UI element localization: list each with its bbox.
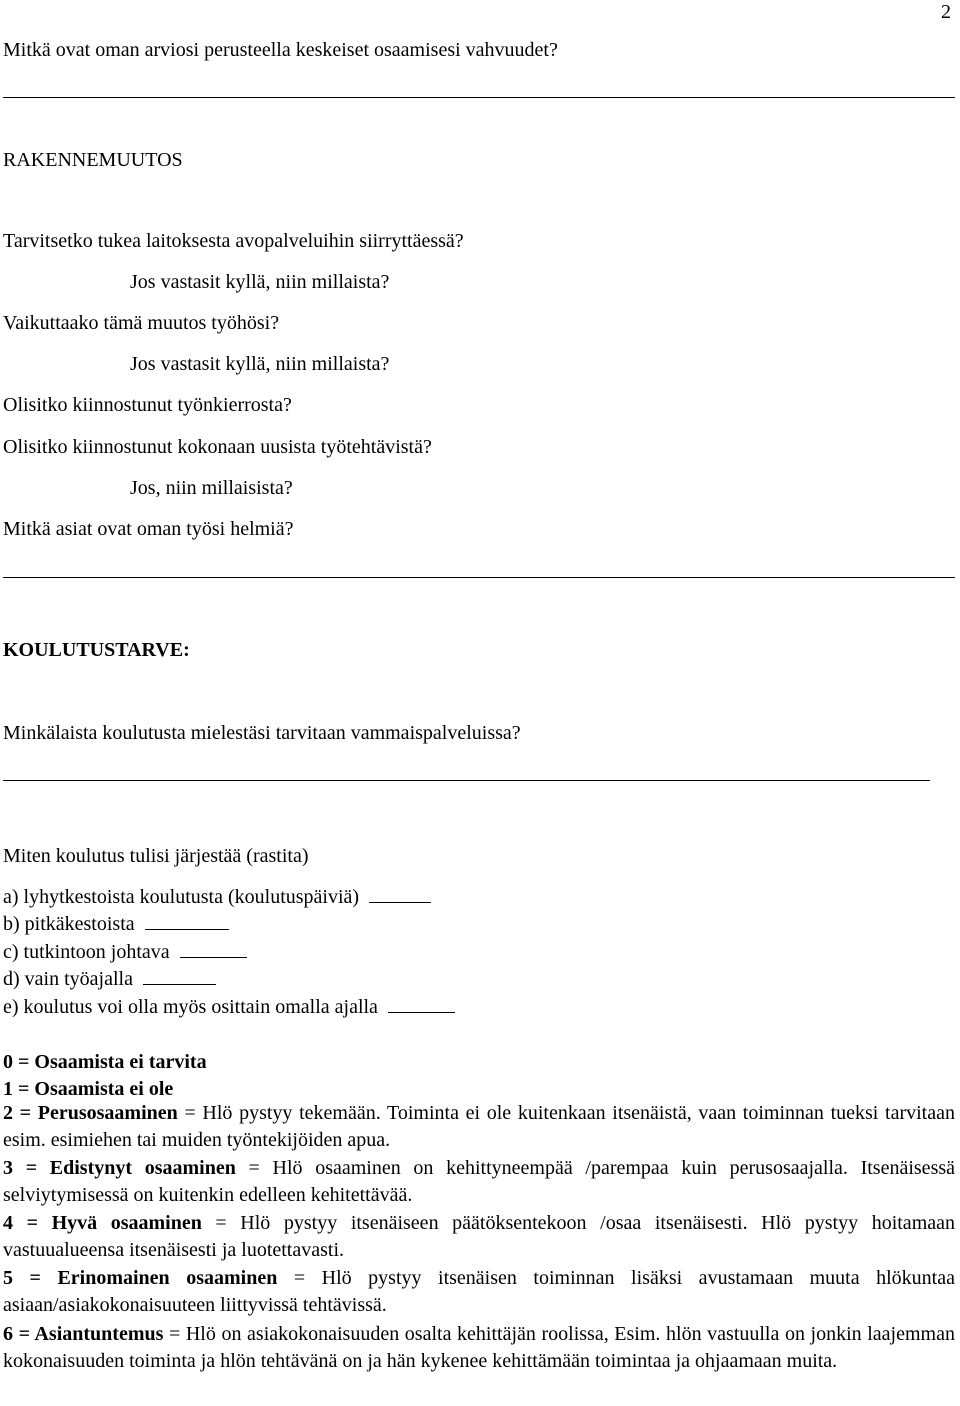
koulutus-question-arrangement: Miten koulutus tulisi järjestää (rastita) xyxy=(3,845,309,867)
koulutus-heading: KOULUTUSTARVE: xyxy=(3,639,190,661)
scale-6-label: 6 = Asiantuntemus xyxy=(3,1323,164,1345)
option-b-checkbox-line[interactable] xyxy=(145,929,229,930)
option-c xyxy=(3,942,247,962)
option-d-checkbox-line[interactable] xyxy=(143,984,216,985)
scale-4-label: 4 = Hyvä osaaminen xyxy=(3,1212,202,1234)
scale-4-text: = Hlö pystyy itsenäiseen päätöksentekoon /osaa itsenäisesti. Hlö pystyy hoitamaan vastuualueensa itsenäisesti ja luotettavasti. xyxy=(3,1212,955,1262)
scale-3 xyxy=(3,1155,955,1209)
rakenne-question-impact: Vaikuttaako tämä muutos työhösi? xyxy=(3,312,280,334)
scale-0: 0 = Osaamista ei tarvita xyxy=(3,1051,207,1073)
option-e xyxy=(3,997,455,1017)
rakenne-followup-support: Jos vastasit kyllä, niin millaista? xyxy=(130,271,390,293)
scale-5-text: = Hlö pystyy itsenäisen toiminnan lisäksi avustamaan muuta hlökuntaa asiaan/asiakokonaisuuteen liittyvissä tehtävissä. xyxy=(3,1267,955,1317)
page-number: 2 xyxy=(941,1,951,23)
option-e-checkbox-line[interactable] xyxy=(388,1012,455,1013)
scale-5-label: 5 = Erinomainen osaaminen xyxy=(3,1267,278,1289)
rakenne-question-support: Tarvitsetko tukea laitoksesta avopalveluihin siirryttäessä? xyxy=(3,230,464,252)
rakenne-followup-new-tasks: Jos, niin millaisista? xyxy=(130,477,293,499)
answer-line-gems[interactable] xyxy=(3,577,955,578)
option-d-label: d) vain työajalla xyxy=(3,968,133,990)
scale-5 xyxy=(3,1265,955,1319)
rakenne-question-new-tasks: Olisitko kiinnostunut kokonaan uusista työtehtävistä? xyxy=(3,436,432,458)
scale-6 xyxy=(3,1321,955,1375)
scale-4 xyxy=(3,1210,955,1264)
scale-3-label: 3 = Edistynyt osaaminen xyxy=(3,1157,236,1179)
scale-2-text: = Hlö pystyy tekemään. Toiminta ei ole kuitenkaan itsenäistä, vaan toiminnan tueksi tarvitaan esim. esimiehen tai muiden työntekijöiden apua. xyxy=(3,1102,955,1152)
rakenne-question-rotation: Olisitko kiinnostunut työnkierrosta? xyxy=(3,394,292,416)
rakenne-heading: RAKENNEMUUTOS xyxy=(3,149,183,171)
option-a xyxy=(3,887,431,907)
option-b-label: b) pitkäkestoista xyxy=(3,913,135,935)
option-d xyxy=(3,969,216,989)
rakenne-question-gems: Mitkä asiat ovat oman työsi helmiä? xyxy=(3,518,294,540)
scale-2 xyxy=(3,1100,955,1154)
option-c-label: c) tutkintoon johtava xyxy=(3,941,170,963)
scale-3-text: = Hlö osaaminen on kehittyneempää /parempaa kuin perusosaajalla. Itsenäisessä selviytymisessä on kuitenkin edelleen kehitettävää. xyxy=(3,1157,956,1207)
koulutus-question-needs: Minkälaista koulutusta mielestäsi tarvitaan vammaispalveluissa? xyxy=(3,722,521,744)
option-a-checkbox-line[interactable] xyxy=(369,902,431,903)
option-a-label: a) lyhytkestoista koulutusta (koulutuspäiviä) xyxy=(3,886,360,908)
strengths-question: Mitkä ovat oman arviosi perusteella keskeiset osaamisesi vahvuudet? xyxy=(3,39,558,61)
scale-1: 1 = Osaamista ei ole xyxy=(3,1078,174,1100)
rakenne-followup-impact: Jos vastasit kyllä, niin millaista? xyxy=(130,353,390,375)
option-c-checkbox-line[interactable] xyxy=(180,957,247,958)
answer-line-needs[interactable] xyxy=(3,780,930,781)
option-e-label: e) koulutus voi olla myös osittain omalla ajalla xyxy=(3,996,378,1018)
option-b xyxy=(3,914,229,934)
scale-6-text: = Hlö on asiakokonaisuuden osalta kehittäjän roolissa, Esim. hlön vastuulla on jonkin laajemman kokonaisuuden toiminta ja hlön tehtävänä on ja hän kykenee kehittämään toimintaa ja ohjaamaan muita. xyxy=(3,1323,955,1373)
scale-2-label: 2 = Perusosaaminen xyxy=(3,1102,178,1124)
answer-line-strengths[interactable] xyxy=(3,97,955,98)
